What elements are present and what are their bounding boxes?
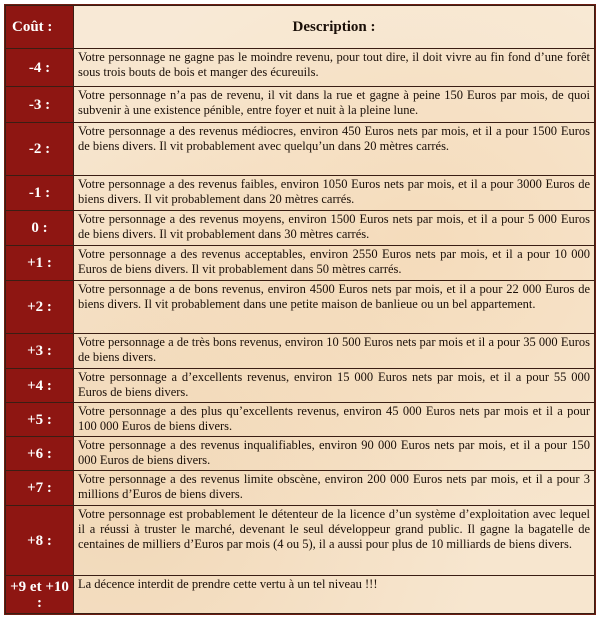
- table-row: [6, 437, 595, 471]
- table-row: [6, 471, 595, 506]
- table-row: [6, 403, 595, 437]
- cost-cell: 0 :: [6, 211, 74, 246]
- cost-cell: +7 :: [6, 471, 74, 506]
- income-table-sheet: [4, 4, 596, 615]
- cost-cell: +9 et +10 :: [6, 576, 74, 614]
- description-cell: Votre personnage est probablement le détenteur de la licence d’un système d’exploitation avec lequel il a réussi à truster le marché, devenant le seul développeur grand public. Il gagne la bagatelle de centaines de milliers d’Euros par mois (4 ou 5), il a aussi pour plus de 10 milliards de biens divers.: [74, 506, 595, 576]
- description-cell: Votre personnage a des plus qu’excellents revenus, environ 45 000 Euros nets par mois et il a pour 100 000 Euros de biens divers.: [74, 403, 595, 437]
- table-row: [6, 334, 595, 369]
- cost-cell: +3 :: [6, 334, 74, 369]
- table-row: [6, 506, 595, 576]
- cost-cell: -3 :: [6, 87, 74, 123]
- cost-column-header: Coût :: [6, 6, 74, 49]
- description-cell: Votre personnage ne gagne pas le moindre revenu, pour tout dire, il doit vivre au fin fond d’une forêt sous trois bouts de bois et manger des écureuils.: [74, 49, 595, 87]
- table-row: [6, 211, 595, 246]
- description-cell: Votre personnage a des revenus inqualifiables, environ 90 000 Euros nets par mois, et il a pour 150 000 Euros de biens divers.: [74, 437, 595, 471]
- description-cell: La décence interdit de prendre cette vertu à un tel niveau !!!: [74, 576, 595, 614]
- cost-cell: +8 :: [6, 506, 74, 576]
- cost-cell: -4 :: [6, 49, 74, 87]
- description-cell: Votre personnage a de très bons revenus, environ 10 500 Euros nets par mois et il a pour 35 000 Euros de biens divers.: [74, 334, 595, 369]
- table-row: [6, 576, 595, 614]
- table-row: [6, 281, 595, 334]
- table-row: [6, 87, 595, 123]
- table-header-row: [6, 6, 595, 49]
- cost-cell: +1 :: [6, 246, 74, 281]
- table-row: [6, 123, 595, 176]
- cost-cell: -2 :: [6, 123, 74, 176]
- description-cell: Votre personnage a des revenus limite obscène, environ 200 000 Euros nets par mois, et il a pour 3 millions d’Euros de biens divers.: [74, 471, 595, 506]
- cost-cell: +6 :: [6, 437, 74, 471]
- table-row: [6, 369, 595, 403]
- description-column-header: Description :: [74, 6, 595, 49]
- cost-cell: -1 :: [6, 176, 74, 211]
- description-cell: Votre personnage a des revenus faibles, environ 1050 Euros nets par mois, et il a pour 3000 Euros de biens divers. Il vit probablement dans 20 mètres carrés.: [74, 176, 595, 211]
- table-row: [6, 49, 595, 87]
- cost-cell: +2 :: [6, 281, 74, 334]
- income-cost-table: [5, 5, 595, 614]
- description-cell: Votre personnage n’a pas de revenu, il vit dans la rue et gagne à peine 150 Euros par mois, de quoi subvenir à une existence pénible, entre foyer et nuit à la pleine lune.: [74, 87, 595, 123]
- description-cell: Votre personnage a des revenus acceptables, environ 2550 Euros nets par mois, et il a pour 10 000 Euros de biens divers. Il vit probablement dans 50 mètres carrés.: [74, 246, 595, 281]
- description-cell: Votre personnage a d’excellents revenus, environ 15 000 Euros nets par mois, et il a pour 55 000 Euros de biens divers.: [74, 369, 595, 403]
- description-cell: Votre personnage a des revenus médiocres, environ 450 Euros nets par mois, et il a pour 1500 Euros de biens divers. Il vit probablement avec quelqu’un dans 20 mètres carrés.: [74, 123, 595, 176]
- description-cell: Votre personnage a des revenus moyens, environ 1500 Euros nets par mois, et il a pour 5 000 Euros de biens divers. Il vit probablement dans 30 mètres carrés.: [74, 211, 595, 246]
- table-row: [6, 176, 595, 211]
- description-cell: Votre personnage a de bons revenus, environ 4500 Euros nets par mois, et il a pour 22 000 Euros de biens divers. Il vit probablement dans une petite maison de banlieue ou un bel appartement.: [74, 281, 595, 334]
- cost-cell: +5 :: [6, 403, 74, 437]
- table-row: [6, 246, 595, 281]
- cost-cell: +4 :: [6, 369, 74, 403]
